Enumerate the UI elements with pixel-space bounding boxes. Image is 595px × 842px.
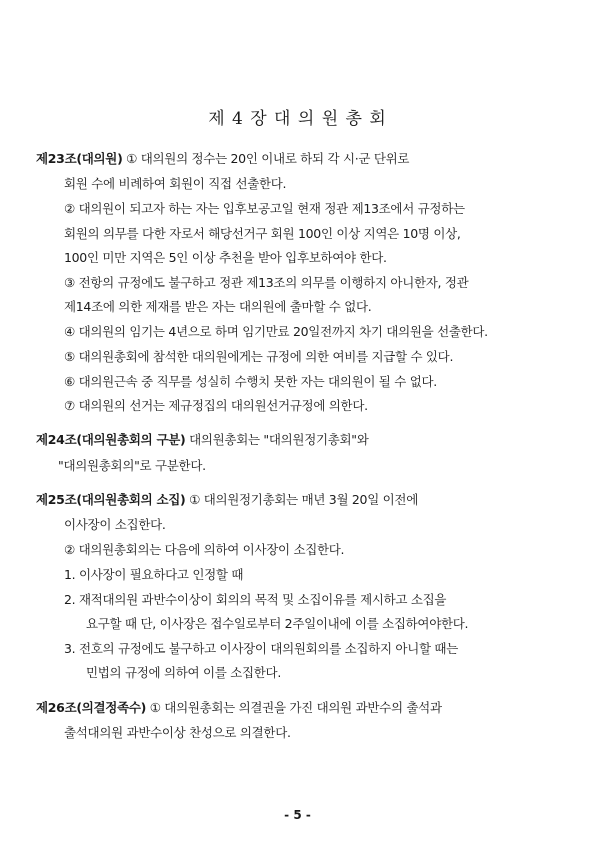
article-25-line-4: 1. 이사장이 필요하다고 인정할 때	[64, 567, 244, 582]
article-23-line-10: ⑥ 대의원근속 중 직무를 성실히 수행치 못한 자는 대의원이 될 수 없다.	[64, 374, 437, 389]
article-25-line-5: 2. 재적대의원 과반수이상이 회의의 목적 및 소집이유를 제시하고 소집을	[64, 592, 447, 607]
article-24-line-2: "대의원총회의"로 구분한다.	[58, 458, 206, 473]
article-25-line-2: 이사장이 소집한다.	[64, 517, 166, 532]
article-25-line-3: ② 대의원총회의는 다음에 의하여 이사장이 소집한다.	[64, 542, 345, 557]
article-25-heading: 제25조(대의원총회의 소집)	[36, 492, 186, 507]
article-26-line-2: 출석대의원 과반수이상 찬성으로 의결한다.	[64, 725, 291, 740]
chapter-title: 제 4 장 대 의 원 총 회	[208, 109, 387, 129]
article-25-first-line	[36, 492, 418, 508]
article-23-line-5: 100인 미만 지역은 5인 이상 추천을 받아 입후보하여야 한다.	[64, 250, 387, 265]
article-25-line-6: 요구할 때 단, 이사장은 접수일로부터 2주일이내에 이를 소집하여야한다.	[86, 616, 469, 631]
article-23-line-2: 회원 수에 비례하여 회원이 직접 선출한다.	[64, 176, 287, 191]
article-26-line-1: ① 대의원총회는 의결권을 가진 대의원 과반수의 출석과	[146, 700, 442, 715]
page-number: - 5 -	[284, 808, 311, 822]
article-23-line-4: 회원의 의무를 다한 자로서 해당선거구 회원 100인 이상 지역은 10명 이상,	[64, 226, 461, 241]
article-23-line-3: ② 대의원이 되고자 하는 자는 입후보공고일 현재 정관 제13조에서 규정하는	[64, 201, 465, 216]
article-24-first-line	[36, 432, 369, 448]
article-23-first-line	[36, 151, 409, 167]
article-26-first-line	[36, 700, 442, 716]
article-24-heading: 제24조(대의원총회의 구분)	[36, 432, 186, 447]
article-23-line-9: ⑤ 대의원총회에 참석한 대의원에게는 규정에 의한 여비를 지급할 수 있다.	[64, 349, 454, 364]
article-23-line-6: ③ 전항의 규정에도 불구하고 정관 제13조의 의무를 이행하지 아니한자, 정관	[64, 275, 469, 290]
article-23-line-7: 제14조에 의한 제재를 받은 자는 대의원에 출마할 수 없다.	[64, 299, 372, 314]
article-23-line-8: ④ 대의원의 임기는 4년으로 하며 임기만료 20일전까지 차기 대의원을 선출한다.	[64, 324, 488, 339]
article-23-heading: 제23조(대의원)	[36, 151, 123, 166]
article-26-heading: 제26조(의결정족수)	[36, 700, 147, 715]
article-24-line-1: 대의원총회는 "대의원정기총회"와	[185, 432, 369, 447]
article-25-line-8: 민법의 규정에 의하여 이를 소집한다.	[86, 665, 281, 680]
article-25-line-1: ① 대의원정기총회는 매년 3월 20일 이전에	[185, 492, 418, 507]
article-25-line-7: 3. 전호의 규정에도 불구하고 이사장이 대의원회의를 소집하지 아니할 때는	[64, 641, 458, 656]
article-23-line-1: ① 대의원의 정수는 20인 이내로 하되 각 시·군 단위로	[122, 151, 410, 166]
article-23-line-11: ⑦ 대의원의 선거는 제규정집의 대의원선거규정에 의한다.	[64, 398, 368, 413]
